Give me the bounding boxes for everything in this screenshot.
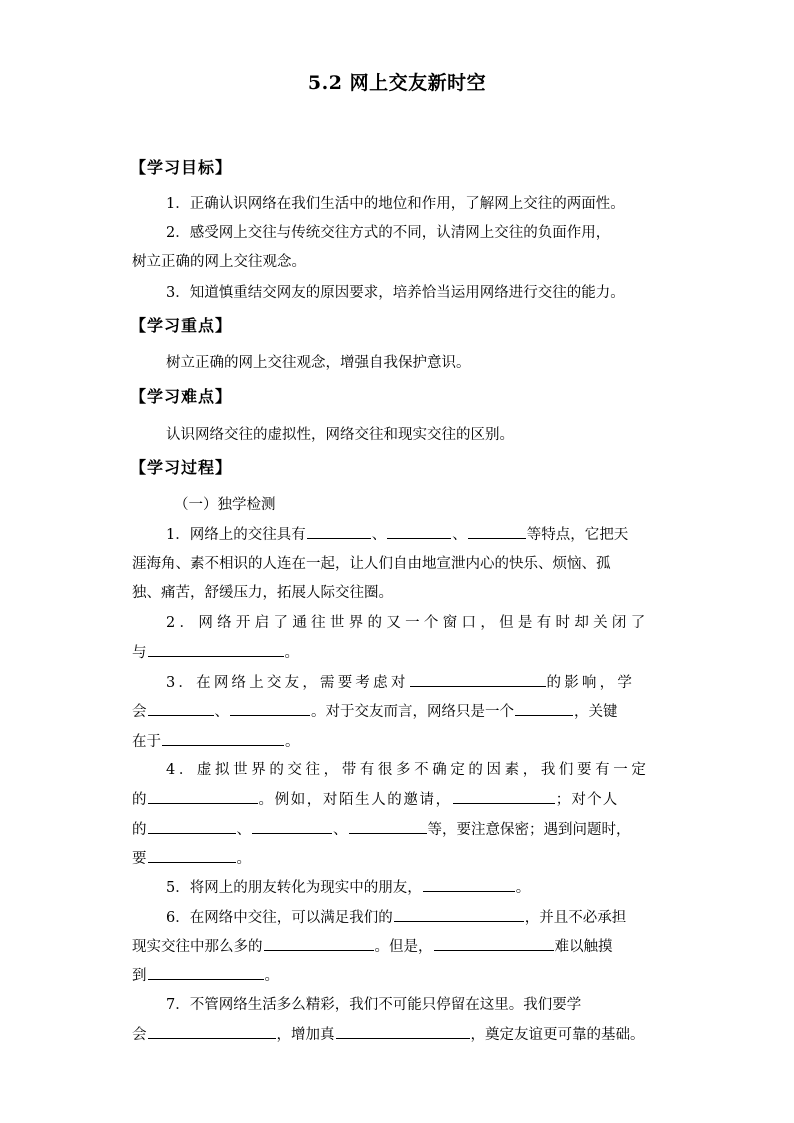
q3-blank-5[interactable] [162, 731, 284, 746]
goal-2: 2．感受网上交往与传统交往方式的不同，认清网上交往的负面作用， [166, 225, 611, 241]
question-2-line-2 [132, 642, 299, 663]
q2-text-c: 。 [284, 645, 299, 661]
q4-text-g: 、 [333, 822, 348, 838]
q3-text-c: 会 [132, 704, 147, 720]
question-3-line-1 [166, 672, 635, 693]
key-point-text: 树立正确的网上交往观念，增强自我保护意识。 [166, 355, 471, 371]
q1-blank-3[interactable] [468, 524, 526, 539]
q6-text-e: 难以触摸 [554, 939, 613, 955]
q7-blank-2[interactable] [336, 1024, 470, 1039]
q4-text-h: 等，要注意保密；遇到问题时， [427, 822, 631, 838]
q6-text-d: 。但是， [374, 939, 433, 955]
question-3-line-3 [132, 731, 300, 752]
question-1-line-1 [166, 524, 628, 545]
q3-blank-2[interactable] [148, 701, 214, 716]
q4-blank-2[interactable] [453, 789, 555, 804]
question-6-line-2 [132, 936, 613, 957]
heading-key-points: 【学习重点】 [130, 316, 233, 335]
q6-blank-3[interactable] [434, 936, 554, 951]
question-7-line-2 [132, 1024, 645, 1045]
question-4-line-4 [132, 848, 251, 869]
difficulty-text: 认识网络交往的虚拟性，网络交往和现实交往的区别。 [166, 427, 514, 443]
question-6-line-1 [166, 907, 626, 928]
question-2-line-1: 2．网络开启了通往世界的又一个窗口，但是有时却关闭了 [166, 615, 650, 631]
q6-text-c: 现实交往中那么多的 [132, 939, 263, 955]
q1-text-b: 等特点，它把天 [526, 527, 629, 543]
q6-text-b: ，并且不必承担 [524, 910, 627, 926]
q1-blank-1[interactable] [307, 524, 371, 539]
q3-text-a: 3．在网络上交友，需要考虑对 [166, 675, 409, 691]
q3-text-b: 的影响，学 [546, 675, 636, 691]
q5-text-b: 。 [515, 880, 531, 896]
q1-sep-2: 、 [452, 527, 467, 543]
question-7-line-1: 7．不管网络生活多么精彩，我们不可能只停留在这里。我们要学 [166, 997, 582, 1013]
q6-text-a: 6．在网络中交往，可以满足我们的 [166, 910, 393, 926]
q2-blank-1[interactable] [148, 642, 284, 657]
q3-text-h: 。 [285, 734, 300, 750]
q4-text-d: ；对个人 [555, 792, 619, 808]
q3-blank-1[interactable] [410, 672, 546, 687]
q3-text-f: ，关键 [574, 704, 618, 720]
question-4-line-2 [132, 789, 619, 810]
q6-blank-4[interactable] [148, 965, 264, 980]
q4-text-b: 的 [132, 792, 147, 808]
q6-text-f: 到 [132, 968, 147, 984]
heading-difficulties: 【学习难点】 [130, 387, 233, 406]
question-1-line-2: 涯海角、素不相识的人连在一起，让人们自由地宣泄内心的快乐、烦恼、孤 [132, 556, 611, 572]
q3-text-e: 。对于交友而言，网络只是一个 [311, 704, 514, 720]
q6-text-g: 。 [264, 968, 279, 984]
question-4-line-3 [132, 819, 631, 840]
question-3-line-2 [132, 701, 618, 722]
q5-blank-1[interactable] [423, 877, 515, 892]
q4-blank-4[interactable] [252, 819, 332, 834]
goal-3: 3．知道慎重结交网友的原因要求，培养恰当运用网络进行交往的能力。 [166, 285, 625, 301]
q6-blank-1[interactable] [394, 907, 524, 922]
q4-blank-1[interactable] [148, 789, 258, 804]
q7-blank-1[interactable] [148, 1024, 276, 1039]
q4-blank-3[interactable] [148, 819, 236, 834]
q3-text-d: 、 [214, 704, 229, 720]
q4-text-i: 要 [132, 851, 147, 867]
q5-text-a: 5．将网上的朋友转化为现实中的朋友， [166, 880, 422, 896]
q6-blank-2[interactable] [264, 936, 374, 951]
heading-learning-process: 【学习过程】 [130, 458, 233, 477]
q4-text-j: 。 [236, 851, 251, 867]
question-6-line-3 [132, 965, 279, 986]
q4-text-e: 的 [132, 822, 147, 838]
q4-blank-6[interactable] [148, 848, 236, 863]
q2-text-b: 与 [132, 645, 147, 661]
question-1-line-3: 独、痛苦，舒缓压力，拓展人际交往圈。 [132, 585, 393, 601]
q4-text-c: 。例如，对陌生人的邀请， [258, 792, 452, 808]
goal-2-cont: 树立正确的网上交往观念。 [132, 254, 306, 270]
question-4-line-1: 4．虚拟世界的交往，带有很多不确定的因素，我们要有一定 [166, 762, 650, 778]
question-5 [166, 877, 530, 898]
q1-sep-1: 、 [371, 527, 387, 543]
q3-blank-3[interactable] [230, 701, 310, 716]
q4-text-f: 、 [236, 822, 251, 838]
q1-text-a: 1．网络上的交往具有 [166, 527, 306, 543]
section-self-study: （一）独学检测 [174, 497, 276, 513]
q7-text-c: ，增加真 [276, 1027, 335, 1043]
q7-text-d: ，奠定友谊更可靠的基础。 [470, 1027, 645, 1043]
q7-text-b: 会 [132, 1027, 147, 1043]
q1-blank-2[interactable] [387, 524, 451, 539]
q4-blank-5[interactable] [349, 819, 427, 834]
q3-blank-4[interactable] [515, 701, 573, 716]
q3-text-g: 在于 [132, 734, 161, 750]
page-title: 5.2 网上交友新时空 [307, 72, 487, 94]
goal-1: 1．正确认识网络在我们生活中的地位和作用，了解网上交往的两面性。 [166, 196, 625, 212]
heading-learning-goals: 【学习目标】 [130, 158, 233, 177]
